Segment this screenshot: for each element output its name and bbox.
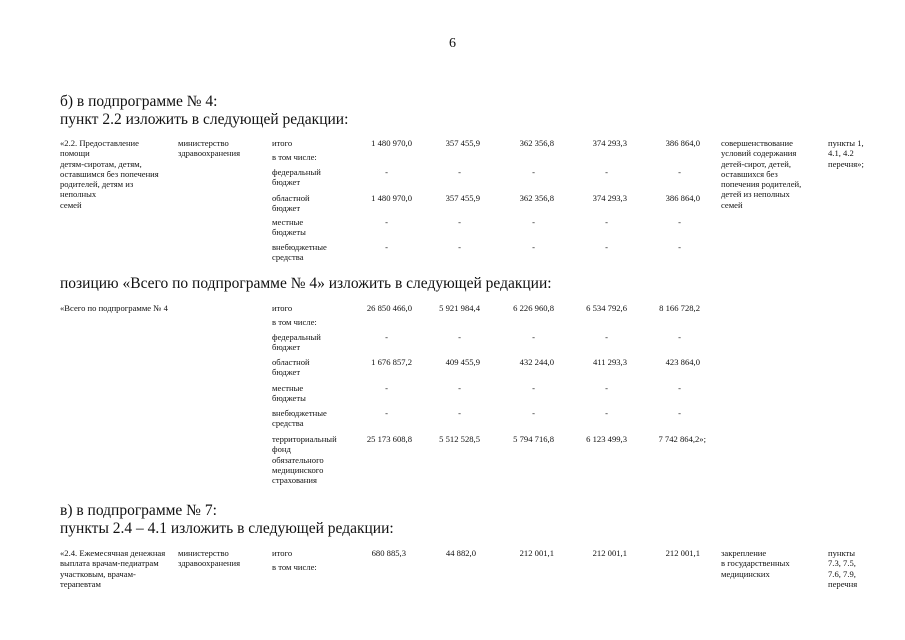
reference: пункты 1, 4.1, 4.2 перечня»; [828, 138, 864, 169]
value-cell: 362 356,8 [519, 138, 554, 148]
value-cell: - [385, 217, 388, 227]
value-cell: - [605, 242, 608, 252]
value-cell: 26 850 466,0 [366, 303, 412, 313]
value-cell: 357 455,9 [445, 193, 480, 203]
value-cell: - [385, 332, 388, 342]
value-cell: 1 480 970,0 [371, 193, 412, 203]
value-cell: 357 455,9 [445, 138, 480, 148]
value-cell: 212 001,1 [665, 548, 700, 558]
reference: пункты 7.3, 7.5, 7.6, 7.9, перечня [828, 548, 858, 589]
value-cell: - [678, 167, 681, 177]
value-cell: 386 864,0 [665, 138, 700, 148]
row-label: итого [272, 548, 293, 558]
value-cell: - [458, 332, 461, 342]
row-label: в том числе: [272, 562, 317, 572]
value-cell: - [385, 383, 388, 393]
row-label: федеральный бюджет [272, 167, 321, 188]
value-cell: - [532, 167, 535, 177]
value-cell: 7 742 864,2»; [658, 434, 706, 444]
executor: министерство здравоохранения [178, 548, 241, 569]
row-label: территориальный фонд обязательного медицинского страхования [272, 434, 337, 486]
value-cell: - [678, 408, 681, 418]
value-cell: 386 864,0 [665, 193, 700, 203]
value-cell: - [605, 383, 608, 393]
row-label: в том числе: [272, 152, 317, 162]
value-cell: 6 534 792,6 [586, 303, 627, 313]
row-label: итого [272, 138, 293, 148]
value-cell: 374 293,3 [592, 138, 627, 148]
page-number: 6 [449, 36, 456, 51]
value-cell: 25 173 608,8 [366, 434, 412, 444]
value-cell: 5 921 984,4 [439, 303, 480, 313]
value-cell: 44 882,0 [445, 548, 476, 558]
value-cell: - [605, 217, 608, 227]
item-name: «2.2. Предоставление помощи детям-сиротам, детям, оставшимся без попечения родителей, детям из неполных семей [60, 138, 159, 210]
value-cell: 5 512 528,5 [439, 434, 480, 444]
value-cell: 212 001,1 [519, 548, 554, 558]
value-cell: - [458, 167, 461, 177]
row-label: итого [272, 303, 293, 313]
value-cell: 362 356,8 [519, 193, 554, 203]
value-cell: 1 676 857,2 [371, 357, 412, 367]
value-cell: 212 001,1 [592, 548, 627, 558]
value-cell: - [385, 242, 388, 252]
value-cell: - [678, 242, 681, 252]
row-label: областной бюджет [272, 357, 310, 378]
row-label: местные бюджеты [272, 217, 306, 238]
row-label: в том числе: [272, 317, 317, 327]
value-cell: - [605, 332, 608, 342]
row-label: местные бюджеты [272, 383, 306, 404]
value-cell: - [678, 332, 681, 342]
item-name: «Всего по подпрограмме № 4 [60, 303, 168, 313]
value-cell: 1 480 970,0 [371, 138, 412, 148]
value-cell: - [532, 332, 535, 342]
item-name: «2.4. Ежемесячная денежная выплата врачам-педиатрам участковым, врачам-терапевтам [60, 548, 166, 589]
section-heading: в) в подпрограмме № 7: [60, 502, 217, 519]
value-cell: 409 455,9 [445, 357, 480, 367]
expected-result: совершенствование условий содержания детей-сирот, детей, оставшихся без попечения родителей, детей из неполных семей [721, 138, 802, 210]
value-cell: 680 885,3 [371, 548, 406, 558]
value-cell: - [678, 383, 681, 393]
value-cell: 6 123 499,3 [586, 434, 627, 444]
value-cell: 374 293,3 [592, 193, 627, 203]
section-subheading: пункты 2.4 – 4.1 изложить в следующей редакции: [60, 520, 394, 537]
value-cell: 5 794 716,8 [513, 434, 554, 444]
row-label: областной бюджет [272, 193, 310, 214]
value-cell: 411 293,3 [592, 357, 627, 367]
value-cell: - [385, 167, 388, 177]
value-cell: - [458, 383, 461, 393]
value-cell: - [605, 167, 608, 177]
executor: министерство здравоохранения [178, 138, 241, 159]
section-heading: позицию «Всего по подпрограмме № 4» изложить в следующей редакции: [60, 275, 552, 292]
value-cell: - [532, 242, 535, 252]
section-subheading: пункт 2.2 изложить в следующей редакции: [60, 111, 349, 128]
section-heading: б) в подпрограмме № 4: [60, 93, 218, 110]
value-cell: - [532, 408, 535, 418]
expected-result: закрепление в государственных медицинских [721, 548, 790, 579]
row-label: федеральный бюджет [272, 332, 321, 353]
value-cell: 6 226 960,8 [513, 303, 554, 313]
value-cell: 8 166 728,2 [659, 303, 700, 313]
value-cell: - [532, 217, 535, 227]
value-cell: 423 864,0 [665, 357, 700, 367]
value-cell: - [385, 408, 388, 418]
value-cell: - [605, 408, 608, 418]
value-cell: - [532, 383, 535, 393]
row-label: внебюджетные средства [272, 408, 327, 429]
value-cell: - [458, 242, 461, 252]
value-cell: 432 244,0 [519, 357, 554, 367]
value-cell: - [458, 217, 461, 227]
value-cell: - [678, 217, 681, 227]
row-label: внебюджетные средства [272, 242, 327, 263]
value-cell: - [458, 408, 461, 418]
